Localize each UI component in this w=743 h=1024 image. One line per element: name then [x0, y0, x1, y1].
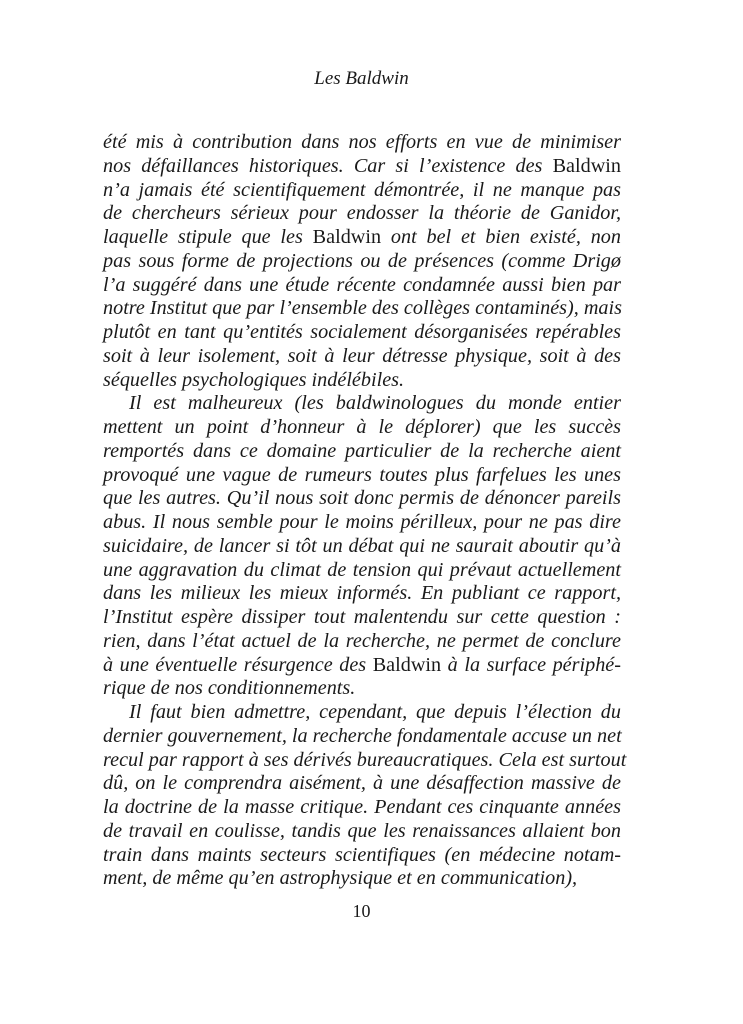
- text-line: l’a suggéré dans une étude récente condamnée aussi bien par: [103, 273, 621, 296]
- text-line: séquelles psychologiques indélébiles.: [103, 368, 405, 391]
- upright-name: Baldwin: [372, 653, 442, 676]
- page-number: 10: [352, 901, 371, 921]
- upright-name: Baldwin: [552, 154, 621, 177]
- text-line: ment, de même qu’en astrophysique et en communication),: [103, 867, 578, 890]
- upright-name: Baldwin: [312, 226, 382, 248]
- text-line: dans les milieux les mieux informés. En publiant ce rapport,: [103, 582, 621, 605]
- text-line: dernier gouvernement, la recherche fondamentale accuse un net: [103, 724, 622, 747]
- text-line: Il est malheureux (les baldwinologues du monde entier: [129, 392, 621, 415]
- text-line: notre Institut que par l’ensemble des collèges contaminés), mais: [103, 297, 622, 320]
- paragraph: [103, 392, 621, 701]
- paragraph: [103, 701, 627, 891]
- text-line: soit à leur isolement, soit à leur détresse physique, soit à des: [103, 344, 621, 367]
- body-text: [103, 131, 627, 891]
- text-line: été mis à contribution dans nos efforts en vue de minimiser: [103, 131, 621, 153]
- text-line: n’a jamais été scientifiquement démontrée, il ne manque pas: [103, 178, 621, 201]
- text-line: de travail en coulisse, tandis que les renaissances allaient bon: [103, 819, 621, 842]
- text-line: mettent un point d’honneur à le déplorer) que les succès: [103, 416, 621, 438]
- text-line: abus. Il nous semble pour le moins périlleux, pour ne pas dire: [103, 511, 621, 533]
- text-line: l’Institut espère dissiper tout malentendu sur cette question :: [103, 606, 621, 628]
- text-line: Il faut bien admettre, cependant, que depuis l’élection du: [129, 701, 621, 723]
- text-line: de chercheurs sérieux pour endosser la théorie de Ganidor,: [103, 202, 621, 225]
- text-line: remportés dans ce domaine particulier de la recherche aient: [103, 439, 621, 462]
- text-line: la doctrine de la masse critique. Pendant ces cinquante années: [103, 796, 621, 818]
- running-head: Les Baldwin: [314, 68, 409, 89]
- text-line: pas sous forme de projections ou de présences (comme Drigø: [103, 249, 621, 272]
- text-line: recul par rapport à ses dérivés bureaucratiques. Cela est surtout: [103, 748, 627, 771]
- paragraph: [103, 131, 621, 392]
- text-line: suicidaire, de lancer si tôt un débat qui ne saurait aboutir qu’à: [103, 534, 621, 557]
- text-line: à une éventuelle résurgence des Baldwin à la surface périphé-: [103, 653, 621, 676]
- text-line: rien, dans l’état actuel de la recherche, ne permet de conclure: [103, 629, 621, 652]
- text-line: laquelle stipule que les Baldwin ont bel et bien existé, non: [103, 226, 621, 248]
- text-line: une aggravation du climat de tension qui prévaut actuellement: [103, 558, 621, 581]
- text-line: nos défaillances historiques. Car si l’existence des Baldwin: [103, 154, 621, 177]
- text-line: dû, on le comprendra aisément, à une désaffection massive de: [103, 772, 621, 795]
- text-line: que les autres. Qu’il nous soit donc permis de dénoncer pareils: [103, 487, 621, 510]
- text-line: train dans maints secteurs scientifiques (en médecine notam-: [103, 843, 621, 866]
- text-line: provoqué une vague de rumeurs toutes plus farfelues les unes: [103, 463, 621, 486]
- text-line: plutôt en tant qu’entités socialement désorganisées repérables: [103, 321, 621, 343]
- text-line: rique de nos conditionnements.: [103, 677, 356, 700]
